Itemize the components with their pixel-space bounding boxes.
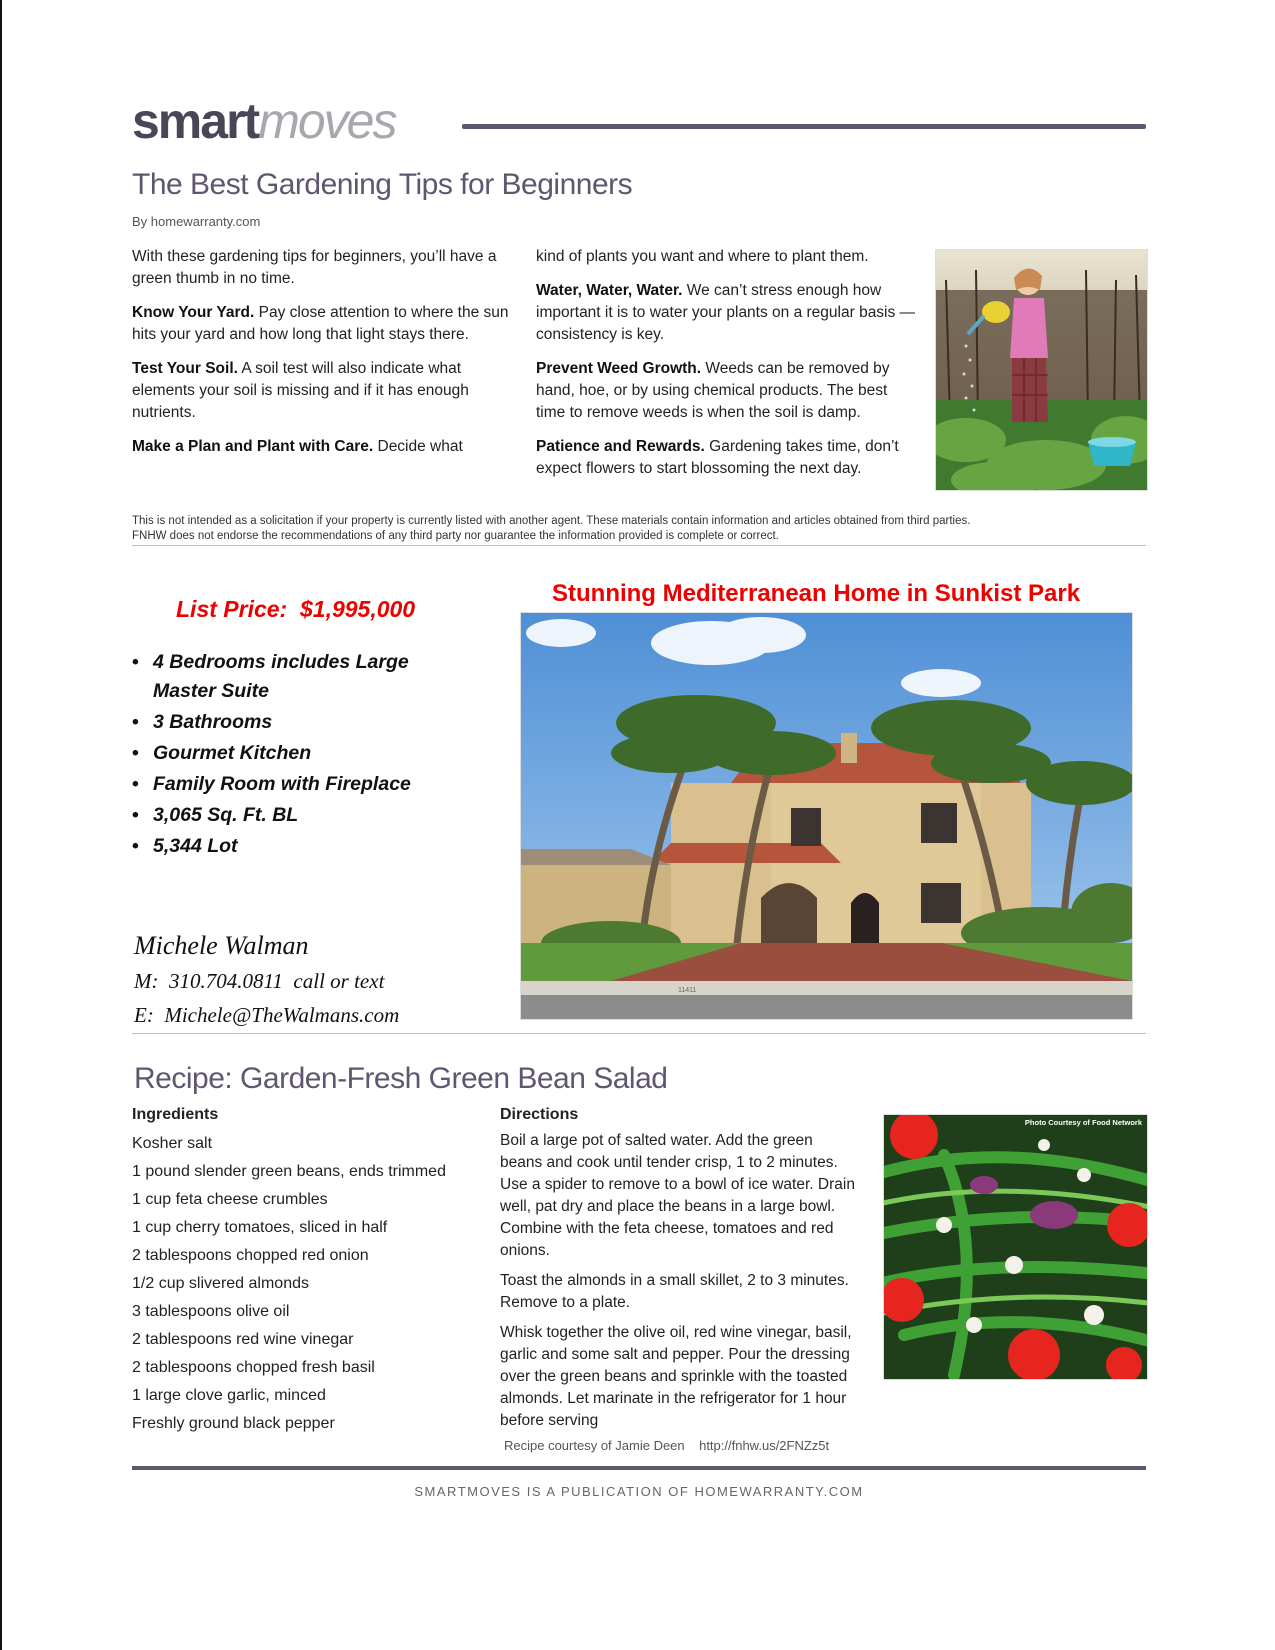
house-number: 11411	[678, 987, 697, 994]
tip-heading: Water, Water, Water.	[536, 282, 683, 299]
directions-text	[500, 1130, 856, 1440]
tip-paragraph	[536, 436, 916, 480]
tip-heading: Test Your Soil.	[132, 360, 238, 377]
ingredient-item: 1 large clove garlic, minced	[132, 1387, 326, 1404]
disclaimer-line: This is not intended as a solicitation if your property is currently listed with another agent. These materials contain information and articles obtained from third parties.	[132, 515, 971, 527]
tip-text: Gardening takes time, don’t expect flowers to start blossoming the next day.	[536, 438, 899, 477]
ingredient-item: Kosher salt	[132, 1135, 213, 1152]
listing-headline: Stunning Mediterranean Home in Sunkist Park	[552, 580, 1081, 607]
feature-item: • 5,344 Lot	[132, 832, 462, 861]
tip-paragraph	[536, 358, 916, 424]
feature-item: • 4 Bedrooms includes Large Master Suite	[132, 648, 462, 706]
feature-item: • 3,065 Sq. Ft. BL	[132, 801, 462, 830]
agent-phone: M: 310.704.0811 call or text	[134, 969, 385, 993]
directions-heading: Directions	[500, 1106, 579, 1123]
page-edge	[0, 0, 2, 1650]
brand-part-moves: moves	[258, 93, 396, 149]
ingredient-item: 1/2 cup slivered almonds	[132, 1275, 309, 1292]
direction-step: Toast the almonds in a small skillet, 2 to 3 minutes. Remove to a plate.	[500, 1272, 849, 1311]
agent-name: Michele Walman	[134, 931, 309, 960]
agent-email: E: Michele@TheWalmans.com	[134, 1003, 400, 1027]
salad-photo	[883, 1114, 1148, 1380]
tip-text: We can’t stress enough how important it is to water your plants on a regular basis — consistency is key.	[536, 282, 916, 343]
child-watering-plants-image	[936, 250, 1147, 490]
brand-part-smart: smart	[132, 93, 259, 149]
direction-step: Whisk together the olive oil, red wine vinegar, basil, garlic and some salt and pepper. Pour the dressing over the green beans and sprinkle with the toasted almonds. Let marinate in the refrigerator for 1 hour before serving	[500, 1324, 852, 1429]
brand-logo	[132, 93, 396, 149]
ingredient-item: 2 tablespoons chopped fresh basil	[132, 1359, 375, 1376]
tip-paragraph	[132, 358, 510, 424]
mediterranean-home-image	[521, 613, 1132, 1019]
tip-paragraph	[536, 246, 916, 268]
disclaimer-line: FNHW does not endorse the recommendations of any third party nor guarantee the information provided is complete or correct.	[132, 530, 779, 542]
feature-list	[132, 648, 462, 863]
ingredient-item: 1 pound slender green beans, ends trimmed	[132, 1163, 446, 1180]
feature-item: • Gourmet Kitchen	[132, 739, 462, 768]
tip-text: A soil test will also indicate what elements your soil is missing and if it has enough nutrients.	[132, 360, 469, 421]
article-title: The Best Gardening Tips for Beginners	[132, 168, 633, 201]
tip-heading: Know Your Yard.	[132, 304, 255, 321]
agent-contact	[134, 928, 399, 1032]
feature-item: • 3 Bathrooms	[132, 708, 462, 737]
ingredient-item: 2 tablespoons red wine vinegar	[132, 1331, 354, 1348]
ingredients-heading: Ingredients	[132, 1106, 219, 1123]
section-divider	[132, 1033, 1146, 1034]
article-intro: With these gardening tips for beginners, you’ll have a green thumb in no time.	[132, 248, 497, 287]
green-bean-salad-image	[884, 1115, 1147, 1379]
ingredient-item: 1 cup feta cheese crumbles	[132, 1191, 328, 1208]
tip-text: Weeds can be removed by hand, hoe, or by using chemical products. The best time to remove weeds is when the soil is damp.	[536, 360, 890, 421]
tip-text: Decide what	[373, 438, 463, 455]
tip-text: kind of plants you want and where to plant them.	[536, 248, 869, 265]
masthead-rule	[462, 124, 1146, 129]
ingredient-item: Freshly ground black pepper	[132, 1415, 335, 1432]
house-photo	[520, 612, 1133, 1020]
ingredients-list	[132, 1130, 472, 1438]
gardening-photo	[935, 249, 1148, 491]
tip-paragraph	[536, 280, 916, 346]
ingredient-item: 1 cup cherry tomatoes, sliced in half	[132, 1219, 388, 1236]
tip-paragraph	[132, 302, 510, 346]
ingredient-item: 2 tablespoons chopped red onion	[132, 1247, 369, 1264]
photo-credit: Photo Courtesy of Food Network	[1024, 1118, 1142, 1127]
tip-heading: Prevent Weed Growth.	[536, 360, 702, 377]
section-divider	[132, 545, 1146, 546]
direction-step: Boil a large pot of salted water. Add the green beans and cook until tender crisp, 1 to 2 minutes. Use a spider to remove to a bowl of ice water. Drain well, pat dry and place the beans in a large bowl. Combine with the feta cheese, tomatoes and red onions.	[500, 1132, 855, 1259]
tip-text: Pay close attention to where the sun hits your yard and how long that light stays there.	[132, 304, 509, 343]
footer-publication-note: SMARTMOVES IS A PUBLICATION OF HOMEWARRANTY.COM	[414, 1484, 864, 1499]
tip-heading: Make a Plan and Plant with Care.	[132, 438, 374, 455]
feature-item: • Family Room with Fireplace	[132, 770, 462, 799]
tip-heading: Patience and Rewards.	[536, 438, 705, 455]
article-column-2	[536, 246, 916, 492]
footer-rule	[132, 1466, 1146, 1470]
list-price: List Price: $1,995,000	[176, 596, 416, 622]
article-column-1	[132, 246, 510, 470]
article-byline: By homewarranty.com	[132, 214, 261, 229]
recipe-credit: Recipe courtesy of Jamie Deen http://fnhw.us/2FNZz5t	[504, 1438, 830, 1453]
ingredient-item: 3 tablespoons olive oil	[132, 1303, 290, 1320]
disclaimer	[132, 514, 1142, 544]
tip-paragraph	[132, 436, 510, 458]
recipe-title: Recipe: Garden-Fresh Green Bean Salad	[134, 1062, 668, 1095]
